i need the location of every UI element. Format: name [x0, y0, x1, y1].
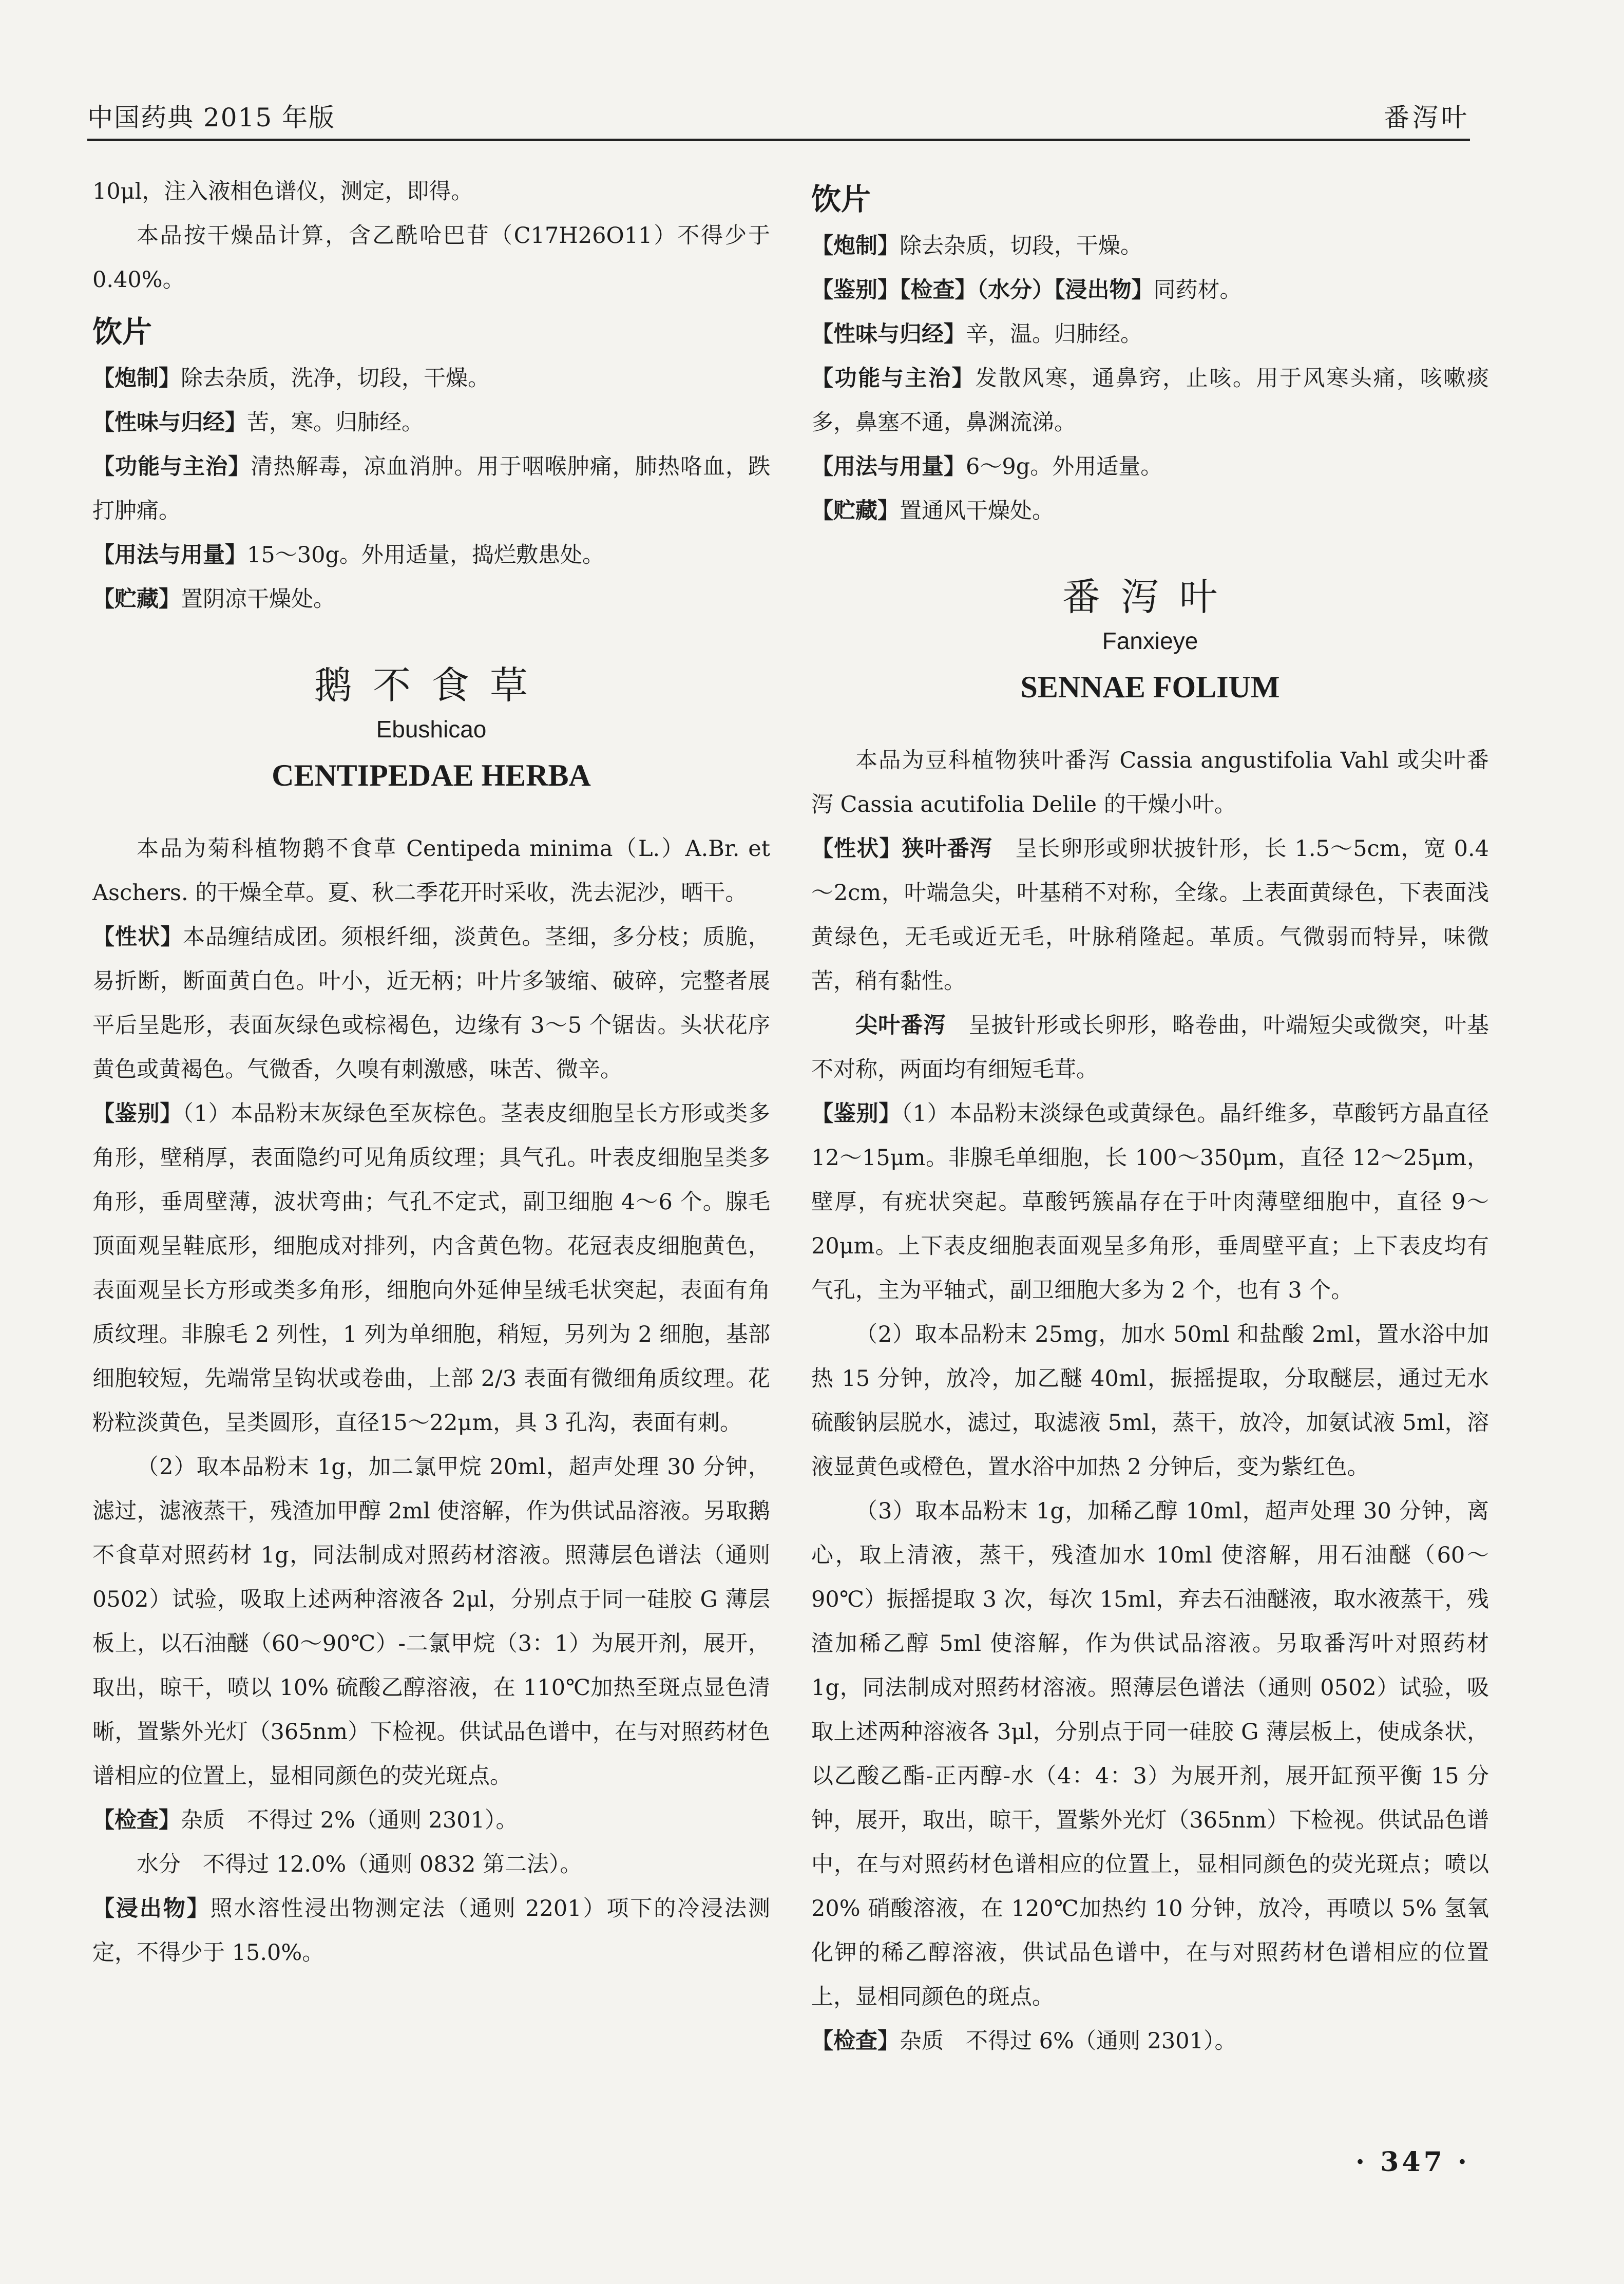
section-tag: 【鉴别】【检查】（水分）【浸出物】: [811, 277, 1154, 303]
section-tag: 【性状】: [811, 836, 902, 862]
section-tag: 【鉴别】: [811, 1101, 902, 1127]
section-text: 清热解毒，凉血消肿。用于咽喉肿痛，肺热咯血，跌打肿痛。: [92, 454, 771, 524]
section-text: 呈长卵形或卵状披针形，长 1.5～5cm，宽 0.4～2cm，叶端急尖，叶基稍不对称，全缘。上表面黄绿色，下表面浅黄绿色，无毛或近无毛，叶脉稍隆起。革质。气微弱而特异，味微苦，稍有黏性。: [811, 836, 1489, 994]
section-text: 同药材。: [1153, 277, 1242, 303]
monograph-title: 番泻叶: [1062, 575, 1238, 619]
running-header-left: 中国药典 2015 年版: [87, 103, 336, 132]
running-header-right: 番泻叶: [1384, 103, 1470, 132]
monograph-pinyin: Fanxieye: [1102, 627, 1198, 654]
left-column: [92, 169, 770, 1975]
section-text: 6～9g。外用适量。: [966, 454, 1163, 480]
section-text: 苦，寒。归肺经。: [247, 410, 424, 435]
content-paragraph: （3）取本品粉末 1g，加稀乙醇 10ml，超声处理 30 分钟，离心，取上清液，蒸干，残渣加水 10ml 使溶解，用石油醚（60～90℃）振摇提取 3 次，每次 15ml，弃去石油醚液，取水液蒸干，残渣加稀乙醇 5ml 使溶解，作为供试品溶液。另取番泻叶对照药材 1g，同法制成对照药材溶液。照薄层色谱法（通则 0502）试验，吸取上述两种溶液各 3μl，分别点于同一硅胶 G 薄层板上，使成条状，以乙酸乙酯-正丙醇-水（4：4：3）为展开剂，展开缸预平衡 15 分钟，展开，取出，晾干，置紫外光灯（365nm）下检视。供试品色谱中，在与对照药材色谱相应的位置上，显相同颜色的荧光斑点；喷以 20% 硝酸溶液，在 120℃加热约 10 分钟，放冷，再喷以 5% 氢氧化钾的稀乙醇溶液，供试品色谱中，在与对照药材色谱相应的位置上，显相同颜色的斑点。: [811, 1498, 1489, 2010]
section-tag: 【用法与用量】: [811, 454, 966, 480]
content-paragraph: （2）取本品粉末 25mg，加水 50ml 和盐酸 2ml，置水浴中加热 15 分钟，放冷，加乙醚 40ml，振摇提取，分取醚层，通过无水硫酸钠层脱水，滤过，取滤液 5ml，蒸干，放冷，加氨试液 5ml，溶液显黄色或橙色，置水浴中加热 2 分钟后，变为紫红色。: [811, 1322, 1489, 1480]
section-text: 杂质 不得过 6%（通则 2301）。: [900, 2028, 1237, 2054]
section-tag: 【性味与归经】: [92, 410, 247, 435]
section-heading: 饮片: [92, 314, 152, 349]
monograph-latin-name: SENNAE FOLIUM: [1020, 670, 1280, 704]
section-tag: 【功能与主治】: [811, 366, 976, 391]
section-text: 发散风寒，通鼻窍，止咳。用于风寒头痛，咳嗽痰多，鼻塞不通，鼻渊流涕。: [811, 366, 1489, 435]
section-tag: 【性味与归经】: [811, 321, 966, 347]
section-text: 照水溶性浸出物测定法（通则 2201）项下的冷浸法测定，不得少于 15.0%。: [92, 1896, 770, 1966]
section-tag: 【贮藏】: [92, 586, 181, 612]
section-text: （1）本品粉末灰绿色至灰棕色。茎表皮细胞呈长方形或类多角形，壁稍厚，表面隐约可见角质纹理；具气孔。叶表皮细胞呈类多角形，垂周壁薄，波状弯曲；气孔不定式，副卫细胞 4～6 个。腺毛顶面观呈鞋底形，细胞成对排列，内含黄色物。花冠表皮细胞黄色，表面观呈长方形或类多角形，细胞向外延伸呈绒毛状突起，表面有角质纹理。非腺毛 2 列性，1 列为单细胞，稍短，另列为 2 细胞，基部细胞较短，先端常呈钩状或卷曲，上部 2/3 表面有微细角质纹理。花粉粒淡黄色，呈类圆形，直径15～22μm，具 3 孔沟，表面有刺。: [92, 1101, 770, 1436]
section-text: 除去杂质，洗净，切段，干燥。: [181, 366, 490, 391]
intro-paragraph: 本品为豆科植物狭叶番泻 Cassia angustifolia Vahl 或尖叶番泻 Cassia acutifolia Delile 的干燥小叶。: [811, 748, 1489, 817]
page-number: · 347 ·: [1355, 2146, 1470, 2178]
section-tag: 【性状】: [92, 924, 183, 950]
section-text: 本品缠结成团。须根纤细，淡黄色。茎细，多分枝；质脆，易折断，断面黄白色。叶小，近无柄；叶片多皱缩、破碎，完整者展平后呈匙形，表面灰绿色或棕褐色，边缘有 3～5 个锯齿。头状花序黄色或黄褐色。气微香，久嗅有刺激感，味苦、微辛。: [92, 924, 771, 1082]
monograph-latin-name: CENTIPEDAE HERBA: [272, 758, 591, 792]
text-line: 10μl，注入液相色谱仪，测定，即得。: [92, 179, 473, 204]
section-text: 杂质 不得过 2%（通则 2301）。: [181, 1807, 518, 1833]
right-column: [811, 169, 1489, 2063]
section-tag: 【检查】: [811, 2028, 900, 2054]
content-paragraph: 本品按干燥品计算，含乙酰哈巴苷（C17H26O11）不得少于 0.40%。: [92, 223, 770, 293]
content-paragraph: 水分 不得过 12.0%（通则 0832 第二法）。: [137, 1852, 582, 1877]
section-tag: 【检查】: [92, 1807, 181, 1833]
monograph-pinyin: Ebushicao: [376, 716, 487, 743]
monograph-title: 鹅不食草: [314, 663, 548, 708]
section-heading: 饮片: [811, 182, 871, 217]
section-tag: 【用法与用量】: [92, 542, 247, 568]
subsection-label: 狭叶番泻: [902, 836, 993, 862]
section-tag: 【炮制】: [92, 366, 181, 391]
subsection-label: 尖叶番泻: [855, 1013, 946, 1038]
section-text: 置阴凉干燥处。: [181, 586, 335, 612]
section-text: （1）本品粉末淡绿色或黄绿色。晶纤维多，草酸钙方晶直径 12～15μm。非腺毛单细胞，长 100～350μm，直径 12～25μm，壁厚，有疣状突起。草酸钙簇晶存在于叶肉薄壁细胞中，直径 9～20μm。上下表皮细胞表面观呈多角形，垂周壁平直；上下表皮均有气孔，主为平轴式，副卫细胞大多为 2 个，也有 3 个。: [811, 1101, 1489, 1303]
header-rule: [87, 139, 1470, 141]
section-tag: 【鉴别】: [92, 1101, 183, 1127]
section-tag: 【功能与主治】: [92, 454, 251, 480]
section-text: 辛，温。归肺经。: [966, 321, 1142, 347]
section-text: 置通风干燥处。: [900, 498, 1054, 524]
section-tag: 【炮制】: [811, 233, 900, 259]
section-tag: 【贮藏】: [811, 498, 900, 524]
section-text: 除去杂质，切段，干燥。: [900, 233, 1142, 259]
section-text: 呈披针形或长卵形，略卷曲，叶端短尖或微突，叶基不对称，两面均有细短毛茸。: [811, 1013, 1489, 1082]
intro-paragraph: 本品为菊科植物鹅不食草 Centipeda minima（L.）A.Br. et Aschers. 的干燥全草。夏、秋二季花开时采收，洗去泥沙，晒干。: [92, 836, 770, 906]
section-tag: 【浸出物】: [92, 1896, 211, 1921]
page-header: [87, 82, 1470, 141]
section-text: 15～30g。外用适量，捣烂敷患处。: [247, 542, 604, 568]
content-paragraph: （2）取本品粉末 1g，加二氯甲烷 20ml，超声处理 30 分钟，滤过，滤液蒸干，残渣加甲醇 2ml 使溶解，作为供试品溶液。另取鹅不食草对照药材 1g，同法制成对照药材溶液。照薄层色谱法（通则 0502）试验，吸取上述两种溶液各 2μl，分别点于同一硅胶 G 薄层板上，以石油醚（60～90℃）-二氯甲烷（3：1）为展开剂，展开，取出，晾干，喷以 10% 硫酸乙醇溶液，在 110℃加热至斑点显色清晰，置紫外光灯（365nm）下检视。供试品色谱中，在与对照药材色谱相应的位置上，显相同颜色的荧光斑点。: [92, 1454, 770, 1789]
